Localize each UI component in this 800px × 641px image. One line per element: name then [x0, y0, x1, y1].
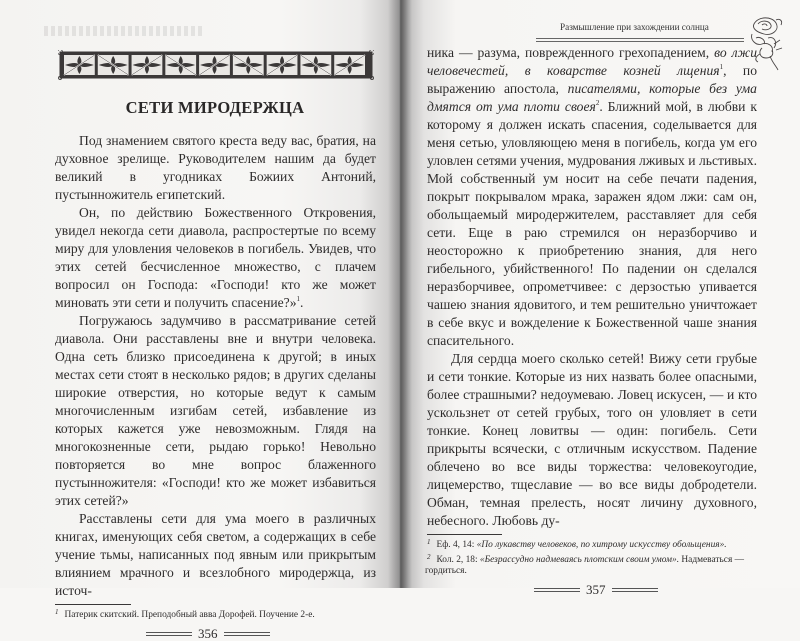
folio-rule-left	[146, 632, 192, 636]
paragraph	[427, 350, 757, 530]
paragraph	[55, 312, 376, 510]
text-run: Погружаюсь задумчиво в рассматривание сетей диавола. Они расставлены вне и внутри человека. Одна сеть близко присоединена к другой; в иных местах сети стоят в несколько рядов; в других сделаны широкие отверстия, но которые ведут к самым многочисленным изгибам сетей, избавление из которых кажется уже невозможным. Глядя на многокозненные сети, рыдаю горько! Невольно повторяется во мне вопрос блаженного пустынножителя: «Господи! кто же может избавиться этих сетей?»	[55, 313, 376, 508]
footnote-ref[interactable]: 2	[595, 99, 600, 107]
footnote-number: 1	[427, 538, 431, 546]
right-footnotes	[425, 537, 755, 578]
right-page	[400, 0, 800, 597]
footnote	[53, 607, 375, 622]
text-run: Он, по действию Божественного Откровения, увидел некогда сети диавола, распростертые по всему миру для уловления человеков в погибель. Увидев, что этих сетей бесчисленное множество, с плачем вопросил он Господа: «Господи! кто же может миновать эти сети и получить спасение?»	[55, 205, 376, 310]
folio-rule-right	[612, 588, 658, 592]
ornamental-header-band	[58, 50, 374, 80]
paragraph	[55, 510, 376, 600]
text-run: Расставлены сети для ума моего в различных книгах, именующих себя светом, а содержащих в себе учение тьмы, написанных под явным или прикрытым влиянием мрачного и всезлобного миродержца, из источ-	[55, 511, 376, 598]
text-run: Для сердца моего сколько сетей! Вижу сети грубые и сети тонкие. Которые из них назвать более опасными, более страшными? недоумеваю. Ловец искусен, — и кто ускользнет от сетей грубых, того он уловляет в сети тонкие. Конец ловитвы — один: погибель. Сети прикрыты всячески, с отличным искусством. Падение облечено во все виды торжества: человекоугодие, лицемерство, тщеславие — во все виды добродетели. Обман, темная прелесть, носят личину духовного, небесного. Любовь ду-	[427, 351, 757, 528]
text-run: , по выражению апостола,	[427, 63, 757, 96]
bleed-through-text	[44, 26, 204, 36]
quotation-italic: во лжи человечестей, в коварстве козней лщения	[427, 45, 757, 78]
text-run: . Ближний мой, в любви к которому я должен искать спасения, соделывается для меня сетью, уловляющею меня в погибель, когда ум его уловлен сетями учения, мудрования лживых и льстивых. Мой собственный ум носит на себе печати падения, покрыт покрывалом мрака, заражен ядом лжи: сам он, обольщаемый миродержителем, расставляет для себя сети. Еще в раю стремился он неразборчиво и неосторожно к приобретению знания, для него гибельного, убийственного! По падении он сделался неразборчивее, опрометчивее: с дерзостью упивается чашею знания ядовитого, и тем решительно уничтожает в себе вкус и вожделение к Божественной чаше знания спасительного.	[427, 99, 758, 348]
text-run: ника — разума, поврежденного грехопадением,	[427, 45, 715, 60]
left-body-text	[55, 132, 376, 600]
chapter-title: СЕТИ МИРОДЕРЖЦА	[125, 98, 305, 117]
quotation-italic: «По лукавству человеков, по хитрому искусству обольщения».	[476, 540, 727, 550]
running-head: Размышление при захождении солнца	[560, 22, 709, 32]
page-number-left	[146, 626, 270, 641]
folio-rule-left	[534, 588, 580, 592]
footnote-ref[interactable]: 1	[719, 63, 724, 71]
footnote-number: 1	[55, 608, 59, 616]
footnote-number: 2	[427, 552, 431, 561]
right-body-text	[427, 44, 757, 530]
text-run: .	[300, 295, 304, 310]
page-number-right	[534, 582, 658, 597]
text-run: Еф. 4, 14:	[436, 540, 477, 550]
footnote-rule	[427, 534, 502, 535]
text-run: Кол. 2, 18:	[436, 554, 480, 565]
text-run: Надмеваться — гордиться.	[425, 554, 744, 576]
paragraph	[55, 132, 376, 204]
quotation-italic: писателями, которые без ума дмятся от ума плоти своея	[427, 81, 757, 114]
running-head-rule	[536, 38, 744, 42]
text-run: Под знамением святого креста веду вас, братия, на духовное зрелище. Руководителем нашим да будет великий в угодниках Божиих Антоний, пустынножитель египетский.	[55, 133, 376, 202]
footnote-text: Патерик скитский. Преподобный авва Дорофей. Поучение 2-е.	[64, 610, 315, 620]
paragraph	[55, 204, 376, 312]
footnote-rule	[55, 604, 131, 605]
paragraph	[427, 44, 757, 350]
left-footnotes	[53, 607, 375, 622]
footnote	[425, 537, 755, 552]
folio-rule-right	[224, 632, 270, 636]
footnote	[425, 552, 755, 578]
page-number: 356	[198, 626, 218, 641]
footnote-ref[interactable]: 1	[296, 295, 300, 303]
page-number: 357	[586, 582, 606, 597]
quotation-italic: «Безрассудно надмеваясь плотским своим умом».	[479, 554, 680, 565]
